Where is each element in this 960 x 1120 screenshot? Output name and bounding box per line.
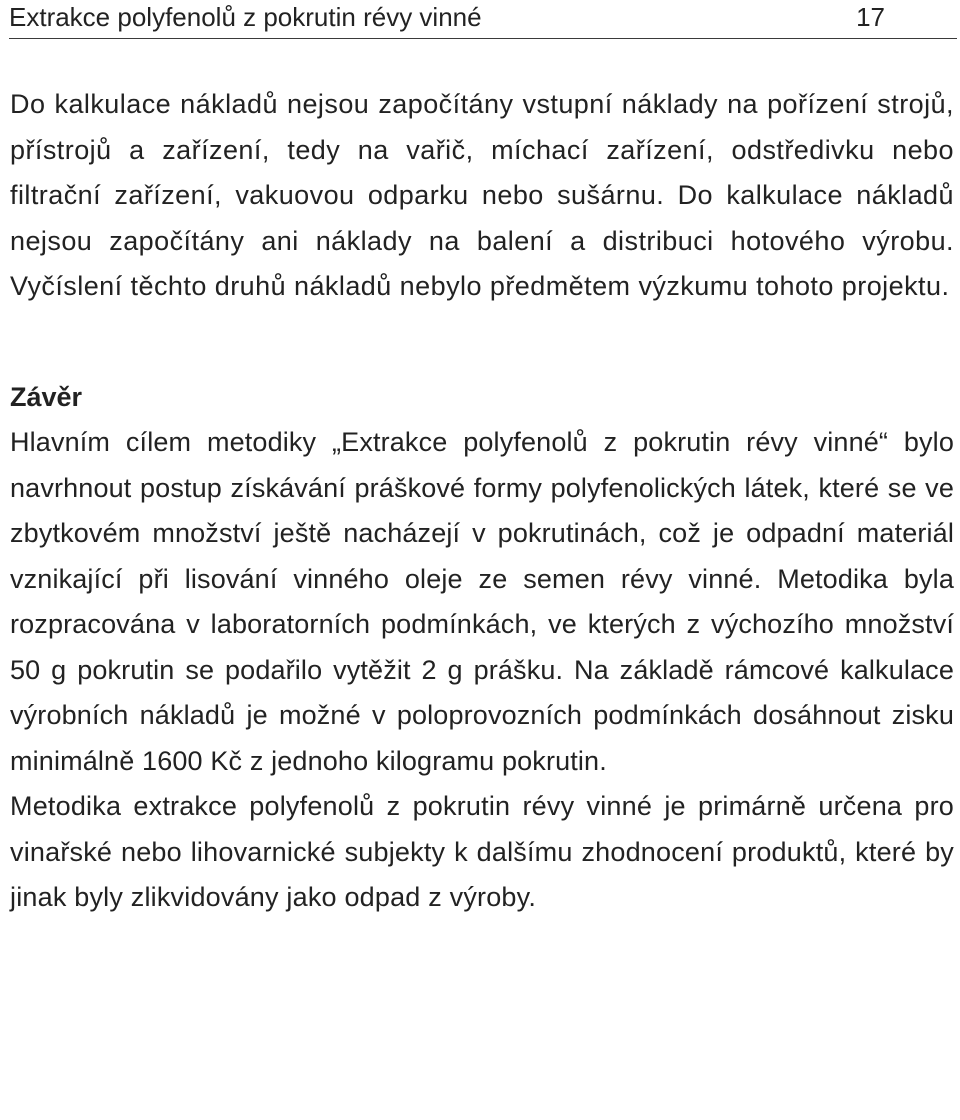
page-header — [9, 0, 957, 39]
page-number: 17 — [856, 2, 885, 32]
section-heading-zaver: Závěr — [10, 381, 83, 412]
intro-paragraph: Do kalkulace nákladů nejsou započítány vstupní náklady na pořízení strojů, přístrojů a zařízení, tedy na vařič, míchací zařízení, odstředivku nebo filtrační zařízení, vakuovou odparku nebo sušárnu. Do kalkulace nákladů nejsou započítány ani náklady na balení a distribuci hotového výrobu. Vyčíslení těchto druhů nákladů nebylo předmětem výzkumu tohoto projektu. — [10, 89, 954, 301]
summary-paragraph: Hlavním cílem metodiky „Extrakce polyfenolů z pokrutin révy vinné“ bylo navrhnout postup získávání práškové formy polyfenolických látek, které se ve zbytkovém množství ještě nacházejí v pokrutinách, což je odpadní materiál vznikající při lisování vinného oleje ze semen révy vinné. Metodika byla rozpracována v laboratorních podmínkách, ve kterých z výchozího množství 50 g pokrutin se podařilo vytěžit 2 g prášku. Na základě rámcové kalkulace výrobních nákladů je možné v poloprovozních podmínkách dosáhnout zisku minimálně 1600 Kč z jednoho kilogramu pokrutin. — [10, 427, 954, 776]
page-body — [10, 82, 954, 921]
running-title: Extrakce polyfenolů z pokrutin révy vinné — [9, 2, 482, 32]
purpose-paragraph: Metodika extrakce polyfenolů z pokrutin révy vinné je primárně určena pro vinařské nebo lihovarnické subjekty k dalšímu zhodnocení produktů, které by jinak byly zlikvidovány jako odpad z výroby. — [10, 791, 954, 912]
